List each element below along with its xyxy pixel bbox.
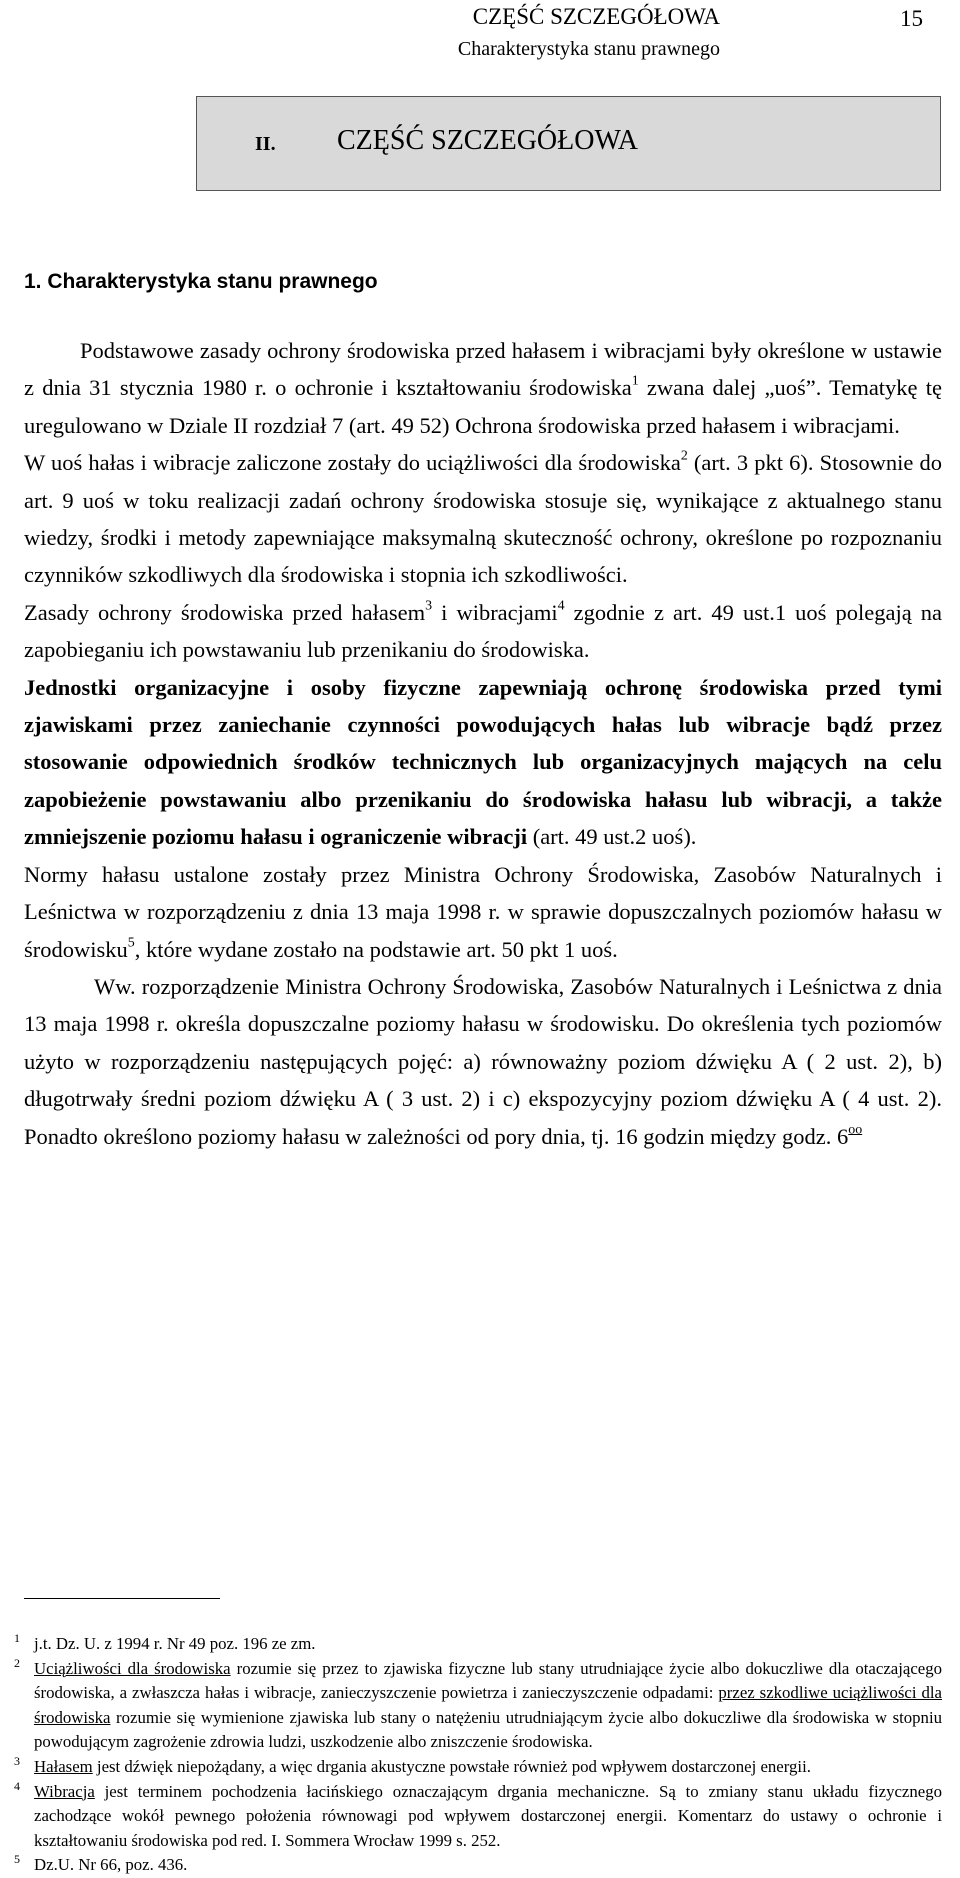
footnotes <box>14 1632 942 1878</box>
page-number: 15 <box>900 6 923 31</box>
footnote-1: 1 j.t. Dz. U. z 1994 r. Nr 49 poz. 196 ze zm. <box>14 1631 316 1653</box>
part-title: CZĘŚĆ SZCZEGÓŁOWA <box>337 125 638 156</box>
part-roman-numeral: II. <box>255 133 276 155</box>
paragraph-3: Zasady ochrony środowiska przed hałasem$^3$ i wibracjami$^4$ zgodnie z art. 49 ust.1 uoś polegają na zapobieganiu ich powstawaniu lub przenikaniu do środowiska. <box>24 598 942 663</box>
footnote-2: 2 Uciążliwości dla środowiska rozumie się przez to zjawiska fizyczne lub stany utrudniające życie albo dokuczliwe dla otaczającego środowiska, a zwłaszcza hałas i wibracje, zanieczyszczenie powietrza i zanieczyszczenie odpadami: przez szkodliwe uciążliwości dla środowiska rozumie się wymienione zjawiska lub stany o natężeniu utrudniającym życie albo dokuczliwe dla środowiska w stopniu powodującym zagrożenie zdrowia ludzi, uszkodzenie albo zniszczenie środowiska. <box>14 1655 943 1752</box>
footnote-3: 3 Hałasem jest dźwięk niepożądany, a więc drgania akustyczne powstałe również pod wpływem dostarczonej energii. <box>14 1753 811 1776</box>
paragraph-4: Jednostki organizacyjne i osoby fizyczne zapewniają ochronę środowiska przed tymi zjawiskami przez zaniechanie czynności powodujących hałas lub wibracje bądź przez stosowanie odpowiednich środków technicznych lub organizacyjnych mających na celu zapobieżenie powstawaniu albo przenikaniu do środowiska hałasu lub wibracji, a także zmniejszenie poziomu hałasu i ograniczenie wibracji (art. 49 ust.2 uoś). <box>24 674 942 850</box>
paragraph-6: Ww. rozporządzenie Ministra Ochrony Środowiska, Zasobów Naturalnych i Leśnictwa z dnia 13 maja 1998 r. określa dopuszczalne poziomy hałasu w środowisku. Do określenia tych poziomów użyto w rozporządzeniu następujących pojęć: a) równoważny poziom dźwięku A ( 2 ust. 2), b) długotrwały średni poziom dźwięku A ( 3 ust. 2) i c) ekspozycyjny poziom dźwięku A ( 4 ust. 2). Ponadto określono poziomy hałasu w zależności od pory dnia, tj. 16 godzin między godz. $6^{oo}$ <box>24 973 942 1149</box>
footnote-5: 5 Dz.U. Nr 66, poz. 436. <box>14 1852 188 1875</box>
footnote-separator <box>24 1598 220 1599</box>
body-text <box>24 332 942 1155</box>
paragraph-2: W uoś hałas i wibracje zaliczone zostały do uciążliwości dla środowiska$^2$ (art. 3 pkt 6). Stosownie do art. 9 uoś w toku realizacji zadań ochrony środowiska stosuje się, wynikające z aktualnego stanu wiedzy, środki i metody zapewniające maksymalną skuteczność ochrony, określone po rozpoznaniu czynników szkodliwych dla środowiska i stopnia ich szkodliwości. <box>24 448 942 588</box>
section-heading: 1. Charakterystyka stanu prawnego <box>24 270 378 293</box>
part-title-box <box>196 96 941 191</box>
running-subtitle: Charakterystyka stanu prawnego <box>457 38 720 60</box>
running-title: CZĘŚĆ SZCZEGÓŁOWA <box>472 4 720 29</box>
paragraph-5: Normy hałasu ustalone zostały przez Ministra Ochrony Środowiska, Zasobów Naturalnych i Leśnictwa w rozporządzeniu z dnia 13 maja 1998 r. w sprawie dopuszczalnych poziomów hałasu w środowisku$^5$, które wydane zostało na podstawie art. 50 pkt 1 uoś. <box>24 861 942 962</box>
paragraph-1: Podstawowe zasady ochrony środowiska przed hałasem i wibracjami były określone w ustawie z dnia 31 stycznia 1980 r. o ochronie i kształtowaniu środowiska$^1$ zwana dalej „uoś”. Tematykę tę uregulowano w Dziale II rozdział 7 (art. 49 52) Ochrona środowiska przed hałasem i wibracjami. <box>24 338 942 438</box>
footnote-4: 4 Wibracja jest terminem pochodzenia łacińskiego oznaczającym drgania mechaniczne. Są to zmiany stanu układu fizycznego zachodzące wokół pewnego położenia równowagi pod wpływem dostarczonej energii. Komentarz do ustawy o ochronie i kształtowaniu środowiska pod red. I. Sommera Wrocław 1999 s. 252. <box>14 1778 942 1850</box>
